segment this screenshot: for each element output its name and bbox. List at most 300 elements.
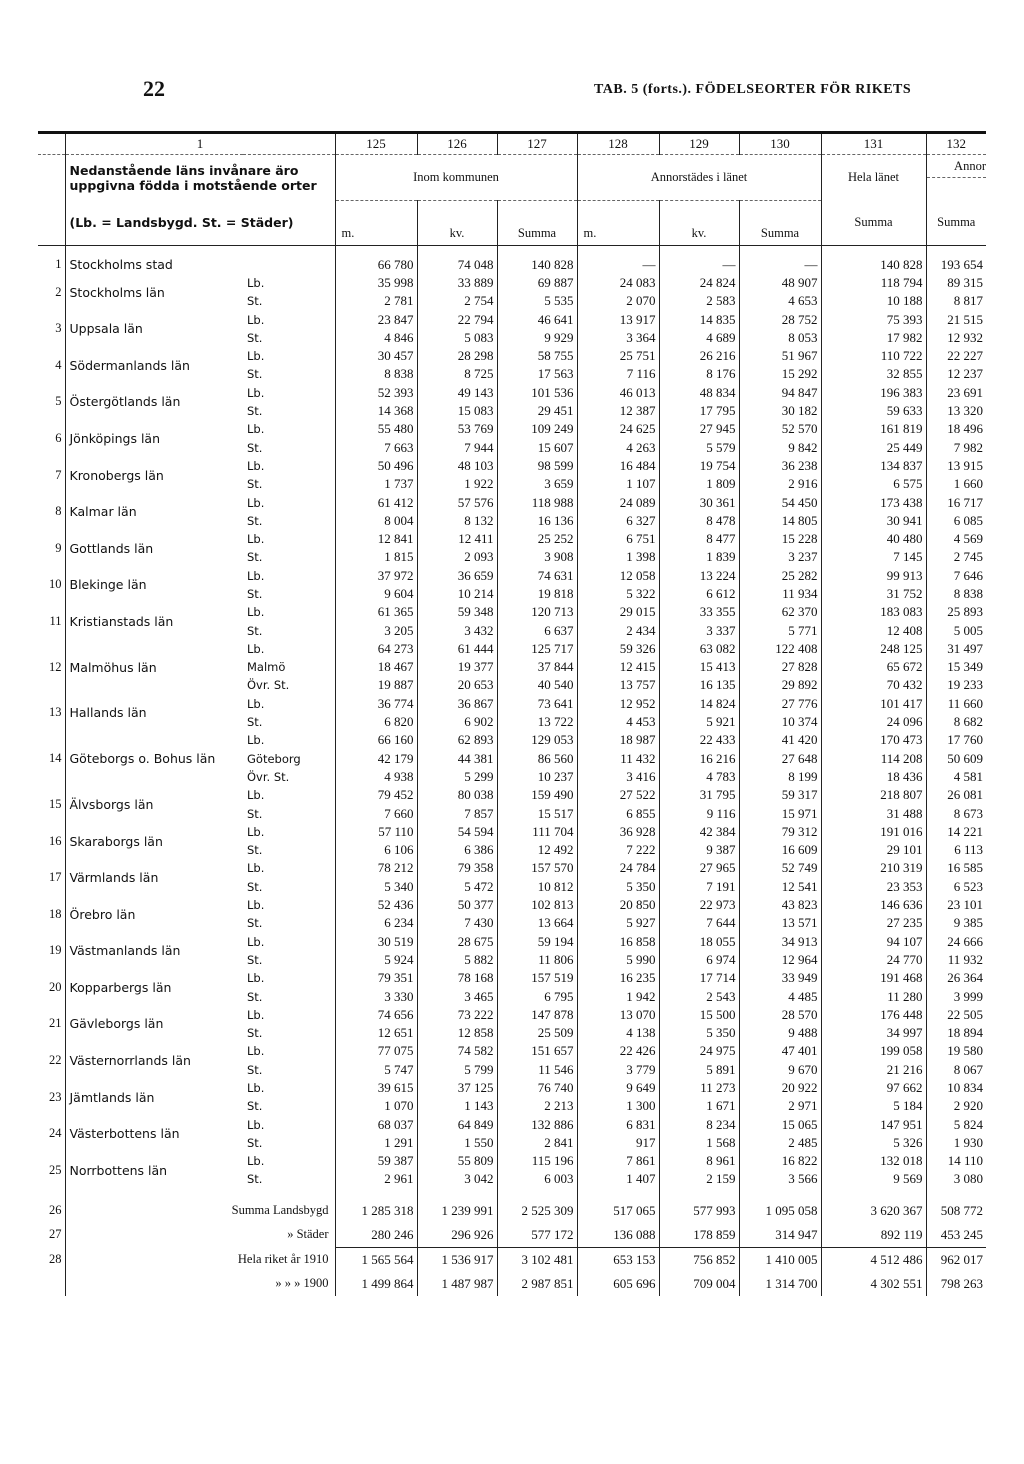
subtype-label: St. [243, 1024, 335, 1042]
data-cell: 4 938 [335, 768, 417, 786]
data-cell: 12 952 [577, 695, 659, 713]
data-cell: 7 982 [953, 439, 983, 455]
data-cell: 25 252 [497, 530, 577, 548]
data-cell: 13 571 [739, 914, 821, 932]
summary-cell: 605 696 [577, 1272, 659, 1296]
header-m-128: m. [577, 223, 659, 246]
data-cell: 12 858 [417, 1024, 497, 1042]
data-cell: 94 847 [739, 384, 821, 402]
data-cell: 146 636 [821, 896, 926, 914]
data-cell: 58 755 [497, 347, 577, 365]
data-cell: 13 915 [947, 457, 983, 473]
row-number: 14 [38, 731, 65, 786]
data-cell: 9 385 [953, 915, 983, 931]
summary-cell: 3 620 367 [821, 1199, 926, 1223]
county-name: Kronobergs län [69, 467, 164, 483]
row-number: 21 [38, 1006, 65, 1043]
subtype-label: St. [243, 878, 335, 896]
summary-cell: 1 239 991 [417, 1199, 497, 1223]
subtype-label: Göteborg [243, 750, 335, 768]
data-cell: 57 110 [335, 823, 417, 841]
data-cell: 8 817 [953, 293, 983, 309]
data-cell: 3 416 [577, 768, 659, 786]
data-cell: 31 795 [659, 786, 739, 804]
data-cell: 8 725 [417, 365, 497, 383]
data-cell: 6 327 [577, 512, 659, 530]
data-cell: 37 844 [497, 658, 577, 676]
data-cell: 30 941 [821, 512, 926, 530]
data-cell: 196 383 [821, 384, 926, 402]
data-cell: 15 517 [497, 804, 577, 822]
county-name: Uppsala län [69, 321, 143, 337]
data-cell: 8 682 [953, 714, 983, 730]
data-cell: 22 227 [947, 348, 983, 364]
county-name: Blekinge län [69, 577, 147, 593]
data-cell: 59 194 [497, 932, 577, 950]
data-cell: 1 291 [335, 1134, 417, 1152]
row-number: 9 [38, 530, 65, 567]
row-number: 25 [38, 1152, 65, 1189]
subtype-label: Lb. [243, 420, 335, 438]
subtype-label: St. [243, 951, 335, 969]
data-cell: 24 784 [577, 859, 659, 877]
county-name: Hallands län [69, 705, 147, 721]
data-cell: 59 633 [821, 402, 926, 420]
data-cell: 114 208 [821, 750, 926, 768]
data-cell: 210 319 [821, 859, 926, 877]
data-cell: 5 350 [659, 1024, 739, 1042]
summary-cell: 508 772 [940, 1202, 983, 1218]
data-cell: 2 070 [577, 292, 659, 310]
subtype-label: Lb. [243, 457, 335, 475]
subtype-label: St. [243, 329, 335, 347]
summary-cell: 798 263 [940, 1275, 983, 1291]
data-cell: 8 673 [953, 805, 983, 821]
data-cell: 5 535 [497, 292, 577, 310]
subtype-label: Lb. [243, 603, 335, 621]
subtype-label: St. [243, 1134, 335, 1152]
summary-row [38, 1223, 986, 1248]
data-cell: 248 125 [821, 640, 926, 658]
header-hela-lanet: Hela länet [821, 155, 926, 201]
data-cell: 5 005 [953, 622, 983, 638]
data-cell: 18 436 [821, 768, 926, 786]
data-cell: 55 809 [417, 1152, 497, 1170]
data-cell: 193 654 [940, 256, 983, 272]
data-cell: 86 560 [497, 750, 577, 768]
data-cell: 74 048 [417, 256, 497, 274]
summary-row [38, 1272, 986, 1296]
table-row [38, 695, 986, 713]
data-cell: 13 070 [577, 1006, 659, 1024]
data-cell: 64 273 [335, 640, 417, 658]
data-cell: 5 579 [659, 438, 739, 456]
data-cell: 69 887 [497, 274, 577, 292]
subtype-label: Lb. [243, 731, 335, 749]
data-cell: 7 646 [953, 567, 983, 583]
data-cell: 1 839 [659, 548, 739, 566]
data-cell: 157 519 [497, 969, 577, 987]
data-cell: 26 216 [659, 347, 739, 365]
header-summa-132: Summa [937, 214, 976, 229]
data-cell: 33 355 [659, 603, 739, 621]
data-cell: 6 523 [953, 878, 983, 894]
data-cell: 30 361 [659, 493, 739, 511]
summary-cell: 577 172 [497, 1223, 577, 1248]
row-number: 12 [38, 640, 65, 695]
data-cell: 28 570 [739, 1006, 821, 1024]
data-cell: 11 273 [659, 1079, 739, 1097]
data-cell: 40 540 [497, 676, 577, 694]
data-cell: 23 353 [821, 878, 926, 896]
table-row [38, 731, 986, 749]
county-name: Stockholms stad [69, 257, 173, 273]
data-cell: 44 381 [417, 750, 497, 768]
data-cell: 19 887 [335, 676, 417, 694]
data-cell: 61 365 [335, 603, 417, 621]
data-cell: 50 496 [335, 457, 417, 475]
data-cell: 22 794 [417, 310, 497, 328]
summary-cell: 296 926 [417, 1223, 497, 1248]
summary-cell: 962 017 [940, 1251, 983, 1267]
data-cell: 53 769 [417, 420, 497, 438]
subtype-label: Lb. [243, 695, 335, 713]
data-cell: 22 426 [577, 1042, 659, 1060]
data-cell: 15 228 [739, 530, 821, 548]
table-row [38, 457, 986, 475]
colnum-125: 125 [335, 133, 417, 155]
data-cell: 2 841 [497, 1134, 577, 1152]
row-number: 11 [38, 603, 65, 640]
table-row [38, 932, 986, 950]
data-cell: 77 075 [335, 1042, 417, 1060]
data-cell: 5 083 [417, 329, 497, 347]
subtype-label: Lb. [243, 567, 335, 585]
data-cell: 23 847 [335, 310, 417, 328]
data-cell: 42 179 [335, 750, 417, 768]
data-cell: 66 160 [335, 731, 417, 749]
summary-cell: 1 410 005 [739, 1247, 821, 1272]
data-cell: 12 492 [497, 841, 577, 859]
data-cell: 15 083 [417, 402, 497, 420]
data-cell: 57 576 [417, 493, 497, 511]
data-cell: 5 340 [335, 878, 417, 896]
data-cell: 1 930 [953, 1134, 983, 1150]
data-cell: 16 216 [659, 750, 739, 768]
row-number: 1 [38, 256, 65, 274]
county-name: Jönköpings län [69, 430, 161, 446]
county-name: Kristianstads län [69, 613, 174, 629]
data-cell: 25 449 [821, 438, 926, 456]
data-cell: 9 670 [739, 1061, 821, 1079]
county-name: Västernorrlands län [69, 1053, 191, 1069]
data-cell: 9 116 [659, 804, 739, 822]
data-cell: 147 951 [821, 1115, 926, 1133]
subtype-label: Övr. St. [243, 768, 335, 786]
data-cell: 1 815 [335, 548, 417, 566]
summary-cell: 892 119 [821, 1223, 926, 1248]
data-cell: 6 575 [821, 475, 926, 493]
data-cell: 27 965 [659, 859, 739, 877]
data-cell: 1 660 [953, 476, 983, 492]
data-cell: — [739, 256, 821, 274]
data-cell: 6 113 [954, 842, 983, 858]
county-name: Södermanlands län [69, 357, 190, 373]
data-cell: 11 432 [577, 750, 659, 768]
data-cell: 14 824 [659, 695, 739, 713]
data-cell: 34 913 [739, 932, 821, 950]
data-cell: 12 841 [335, 530, 417, 548]
table-row [38, 1006, 986, 1024]
data-cell: 1 922 [417, 475, 497, 493]
data-cell: 6 855 [577, 804, 659, 822]
subtype-label: Lb. [243, 310, 335, 328]
county-name: Stockholms län [69, 284, 165, 300]
data-cell: 78 168 [417, 969, 497, 987]
data-cell: 101 536 [497, 384, 577, 402]
data-cell: 8 132 [417, 512, 497, 530]
summary-cell: 2 525 309 [497, 1199, 577, 1223]
summary-cell: 1 487 987 [417, 1272, 497, 1296]
data-cell: 18 467 [335, 658, 417, 676]
subtype-label: St. [243, 365, 335, 383]
data-cell: 20 850 [577, 896, 659, 914]
data-cell: 3 908 [497, 548, 577, 566]
row-number: 8 [38, 493, 65, 530]
summary-cell: 2 987 851 [497, 1272, 577, 1296]
subtype-label: Övr. St. [243, 676, 335, 694]
data-cell: 24 824 [659, 274, 739, 292]
subtype-label: St. [243, 1061, 335, 1079]
county-name: Malmöhus län [69, 659, 157, 675]
data-cell: 54 450 [739, 493, 821, 511]
summary-row [38, 1199, 986, 1223]
data-cell: 66 780 [335, 256, 417, 274]
row-number: 17 [38, 859, 65, 896]
data-cell: 129 053 [497, 731, 577, 749]
data-cell: — [577, 256, 659, 274]
data-cell: 11 806 [497, 951, 577, 969]
data-cell: 5 322 [577, 585, 659, 603]
data-cell: 4 653 [739, 292, 821, 310]
data-cell: 16 135 [659, 676, 739, 694]
data-cell: 173 438 [821, 493, 926, 511]
subtype-label: Lb. [243, 384, 335, 402]
data-cell: 61 412 [335, 493, 417, 511]
data-cell: 15 607 [497, 438, 577, 456]
data-cell: 6 612 [659, 585, 739, 603]
data-cell: 59 348 [417, 603, 497, 621]
data-cell: 25 282 [739, 567, 821, 585]
row-number: 6 [38, 420, 65, 457]
summary-cell: 1 314 700 [739, 1272, 821, 1296]
data-cell: 2 213 [497, 1097, 577, 1115]
data-cell: 52 436 [335, 896, 417, 914]
data-cell: 6 751 [577, 530, 659, 548]
subtype-label: St. [243, 475, 335, 493]
page-number: 22 [143, 76, 165, 101]
data-cell: 8 004 [335, 512, 417, 530]
data-cell: 24 089 [577, 493, 659, 511]
row-number: 4 [38, 347, 65, 384]
data-cell: 16 484 [577, 457, 659, 475]
header-m-125: m. [335, 223, 417, 246]
summary-cell: 577 993 [659, 1199, 739, 1223]
colnum-126: 126 [417, 133, 497, 155]
data-cell: 29 892 [739, 676, 821, 694]
table-row [38, 969, 986, 987]
data-cell: 27 522 [577, 786, 659, 804]
data-cell: 16 609 [739, 841, 821, 859]
data-cell: 4 485 [739, 987, 821, 1005]
data-cell: 73 222 [417, 1006, 497, 1024]
data-cell: 5 927 [577, 914, 659, 932]
data-cell: 24 625 [577, 420, 659, 438]
data-cell: 74 582 [417, 1042, 497, 1060]
data-cell: 64 849 [417, 1115, 497, 1133]
data-cell: 6 106 [335, 841, 417, 859]
table-row [38, 823, 986, 841]
data-cell: 10 237 [497, 768, 577, 786]
data-cell: 8 053 [739, 329, 821, 347]
header-annor: Annor [954, 158, 986, 173]
data-cell: 6 820 [335, 713, 417, 731]
data-cell: 98 599 [497, 457, 577, 475]
data-cell: 6 386 [417, 841, 497, 859]
data-cell: 24 770 [821, 951, 926, 969]
table-row [38, 1079, 986, 1097]
data-cell: 218 807 [821, 786, 926, 804]
data-cell: 12 964 [739, 951, 821, 969]
table-row [38, 1115, 986, 1133]
subtype-label: Lb. [243, 859, 335, 877]
data-cell: 170 473 [821, 731, 926, 749]
table-row [38, 603, 986, 621]
colnum-131: 131 [821, 133, 926, 155]
data-cell: 125 717 [497, 640, 577, 658]
data-cell: 15 413 [659, 658, 739, 676]
subtype-label: St. [243, 914, 335, 932]
data-cell: 27 828 [739, 658, 821, 676]
subtype-label: St. [243, 512, 335, 530]
data-cell: 62 370 [739, 603, 821, 621]
data-cell: 9 569 [821, 1170, 926, 1188]
data-cell: 11 660 [947, 695, 983, 711]
data-cell: 3 237 [739, 548, 821, 566]
subtype-label: St. [243, 987, 335, 1005]
data-cell: 12 651 [335, 1024, 417, 1042]
data-cell: 176 448 [821, 1006, 926, 1024]
data-cell: 5 299 [417, 768, 497, 786]
data-cell: 7 116 [577, 365, 659, 383]
header-annorstades: Annorstädes i länet [577, 155, 821, 201]
data-cell: 15 065 [739, 1115, 821, 1133]
data-cell: 27 945 [659, 420, 739, 438]
row-number: 22 [38, 1042, 65, 1079]
table-row [38, 530, 986, 548]
data-cell: 2 485 [739, 1134, 821, 1152]
colnum-130: 130 [739, 133, 821, 155]
summary-cell: 280 246 [335, 1223, 417, 1248]
data-cell: 24 975 [659, 1042, 739, 1060]
data-cell: 36 659 [417, 567, 497, 585]
row-number: 16 [38, 823, 65, 860]
data-cell: 17 795 [659, 402, 739, 420]
data-cell: 16 822 [739, 1152, 821, 1170]
table-row [38, 256, 986, 274]
data-cell: 2 971 [739, 1097, 821, 1115]
data-cell: 18 894 [947, 1025, 983, 1041]
data-cell: 9 387 [659, 841, 739, 859]
table-row [38, 384, 986, 402]
data-cell: 12 541 [739, 878, 821, 896]
data-cell: 46 641 [497, 310, 577, 328]
row-number: 7 [38, 457, 65, 494]
data-cell: 39 615 [335, 1079, 417, 1097]
data-cell: 2 745 [953, 549, 983, 565]
data-cell: 7 644 [659, 914, 739, 932]
data-cell: 4 689 [659, 329, 739, 347]
data-cell: 2 093 [417, 548, 497, 566]
data-cell: 13 917 [577, 310, 659, 328]
data-cell: 1 300 [577, 1097, 659, 1115]
data-cell: 5 350 [577, 878, 659, 896]
colnum-132: 132 [926, 133, 986, 155]
table-row [38, 493, 986, 511]
data-cell: 134 837 [821, 457, 926, 475]
row-number: 2 [38, 274, 65, 311]
data-cell: 3 330 [335, 987, 417, 1005]
data-cell: 31 752 [821, 585, 926, 603]
data-cell: 75 393 [821, 310, 926, 328]
subtype-label: St. [243, 713, 335, 731]
data-cell: 17 714 [659, 969, 739, 987]
data-cell: 24 083 [577, 274, 659, 292]
summary-label: Hela riket år 1910 [65, 1247, 335, 1272]
data-cell: 18 987 [577, 731, 659, 749]
row-number: 18 [38, 896, 65, 933]
row-number: 19 [38, 932, 65, 969]
data-cell: 122 408 [739, 640, 821, 658]
data-cell: 147 878 [497, 1006, 577, 1024]
data-cell: 41 420 [739, 731, 821, 749]
data-cell: 109 249 [497, 420, 577, 438]
data-cell: 16 858 [577, 932, 659, 950]
data-cell: 37 972 [335, 567, 417, 585]
data-cell: 6 234 [335, 914, 417, 932]
data-cell: 48 907 [739, 274, 821, 292]
data-cell: 5 747 [335, 1061, 417, 1079]
data-cell: 10 214 [417, 585, 497, 603]
summary-cell: 4 302 551 [821, 1272, 926, 1296]
data-cell: 52 749 [739, 859, 821, 877]
data-cell: 47 401 [739, 1042, 821, 1060]
data-cell: 24 666 [947, 933, 983, 949]
data-cell: 5 882 [417, 951, 497, 969]
data-cell: 27 648 [739, 750, 821, 768]
row-number: 28 [38, 1247, 65, 1272]
data-cell: 9 842 [739, 438, 821, 456]
data-cell: 97 662 [821, 1079, 926, 1097]
subtype-label: Lb. [243, 640, 335, 658]
subtype-label: St. [243, 804, 335, 822]
summary-cell: 136 088 [577, 1223, 659, 1248]
header-summa-131: Summa [821, 200, 926, 245]
data-cell: 10 374 [739, 713, 821, 731]
data-cell: 6 003 [497, 1170, 577, 1188]
data-cell: 54 594 [417, 823, 497, 841]
data-cell: 68 037 [335, 1115, 417, 1133]
